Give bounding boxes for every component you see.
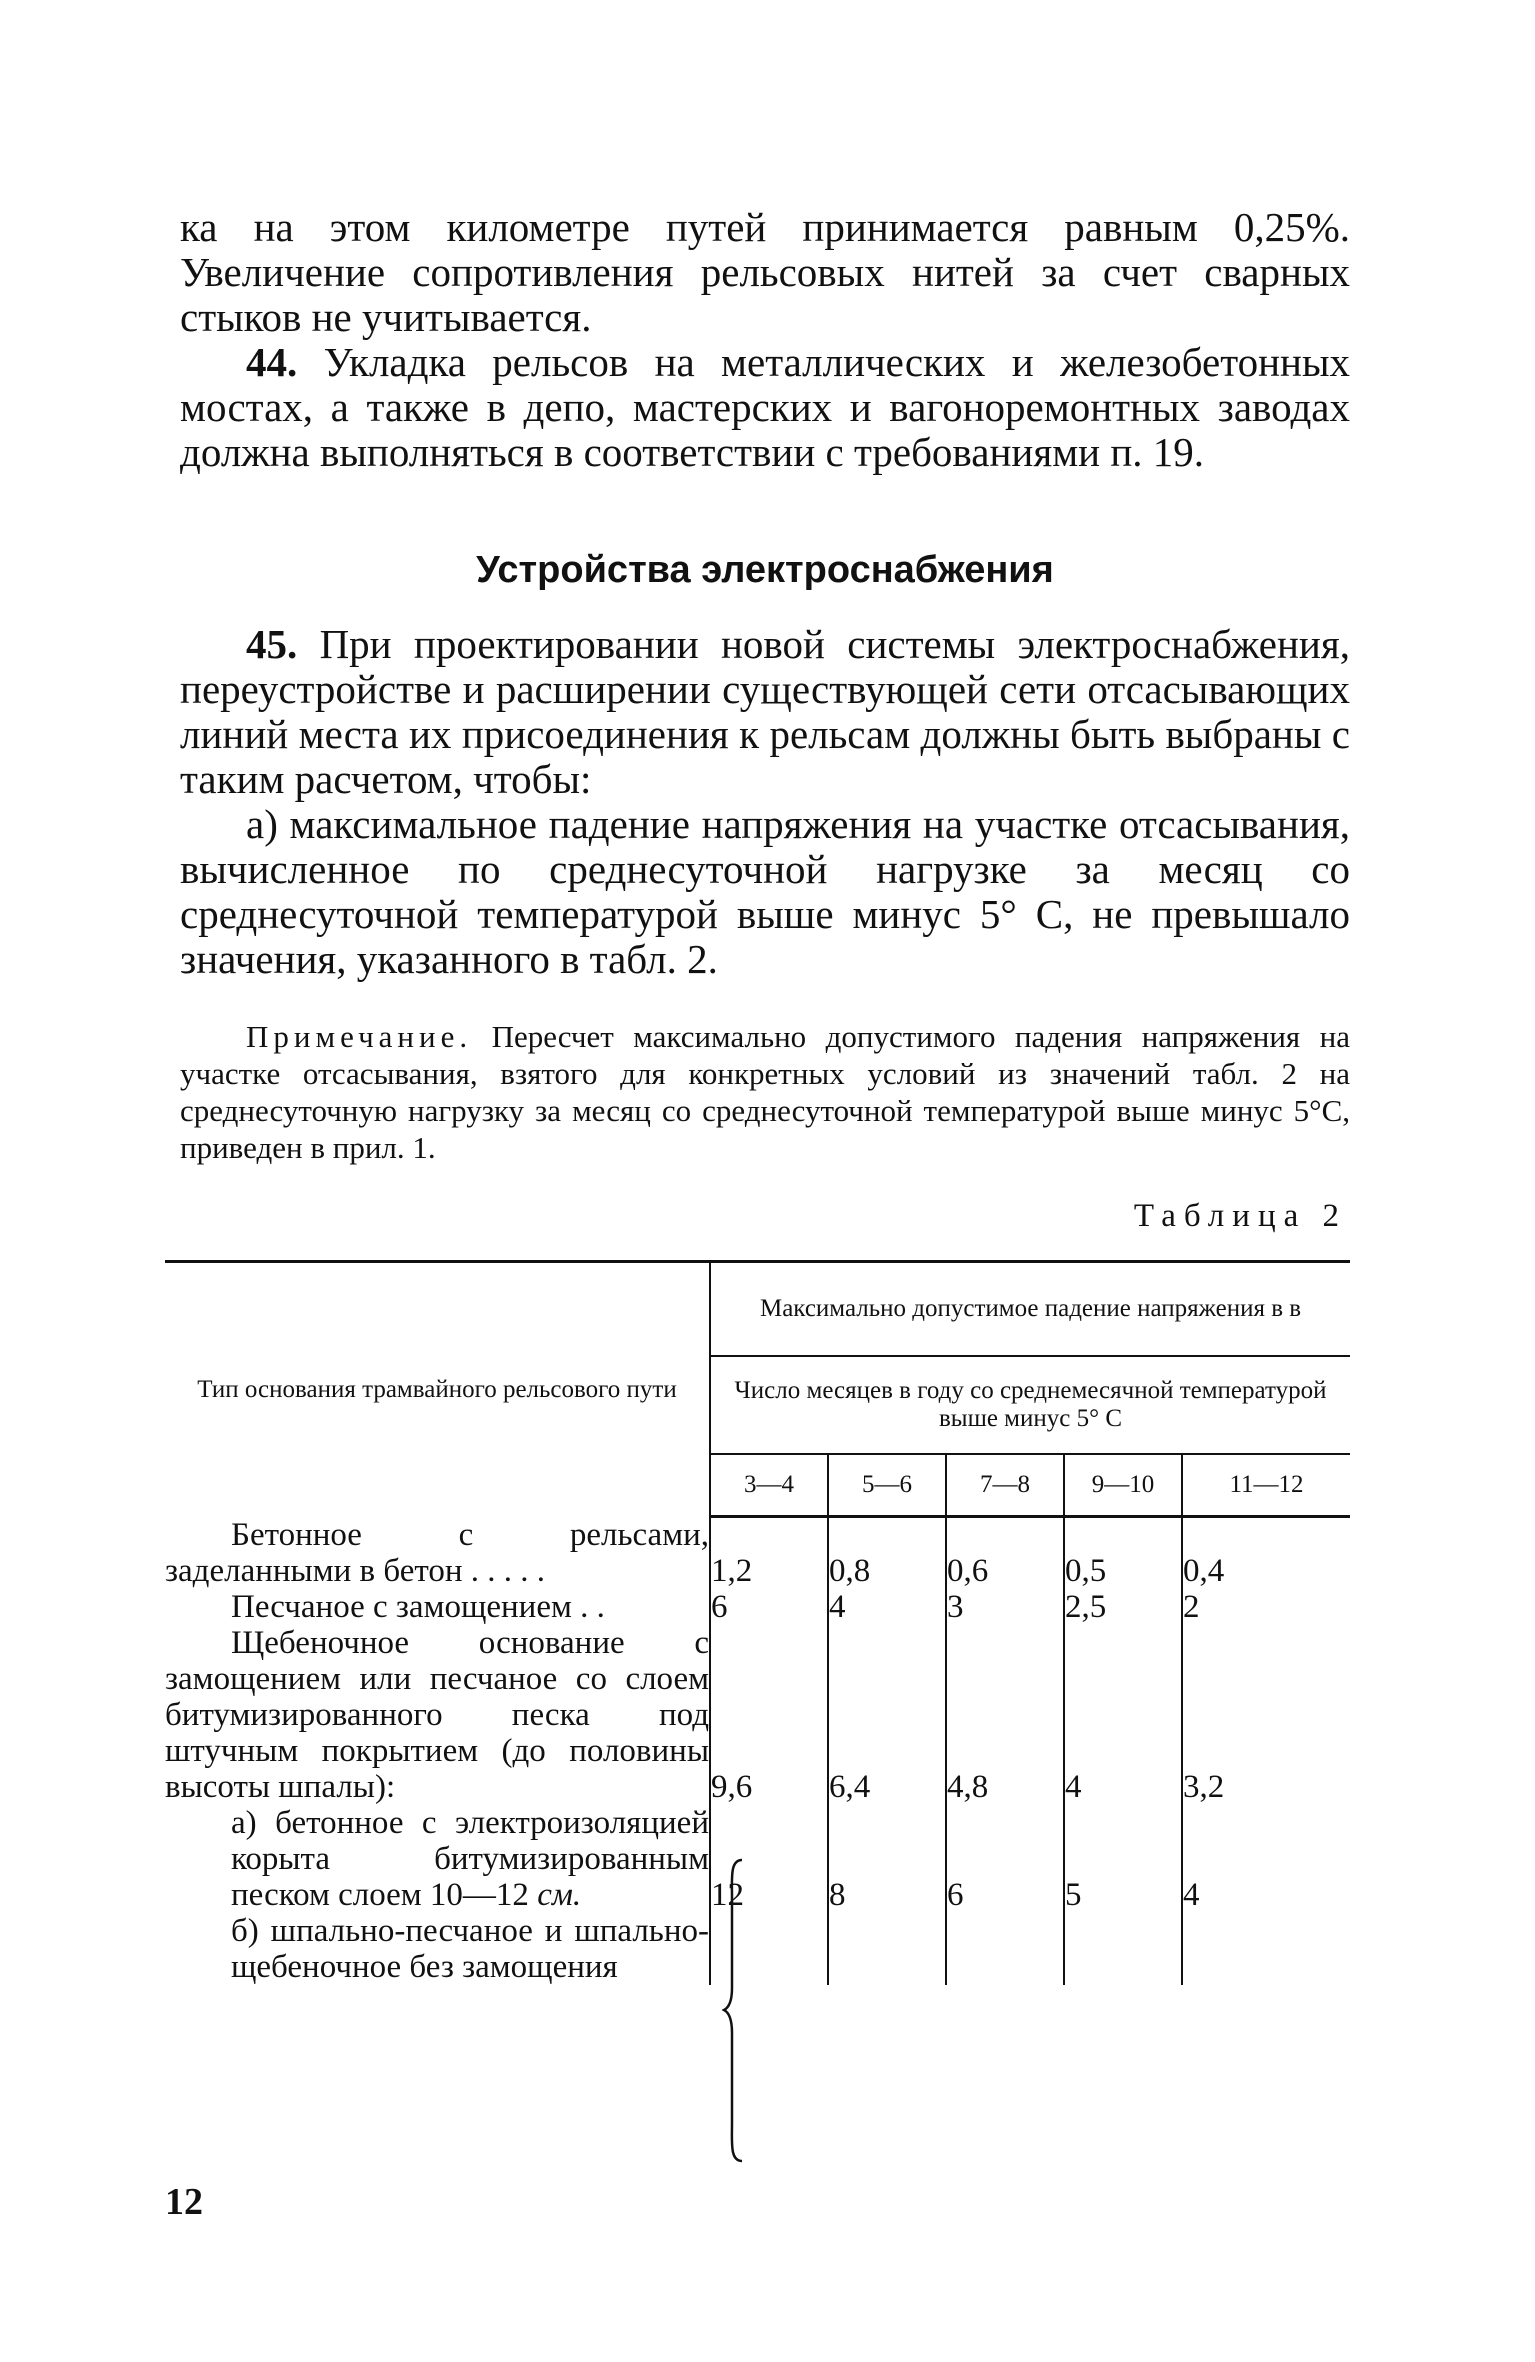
header-month-col: 7—8 bbox=[946, 1454, 1064, 1517]
row-subtype-a-text: а) бетонное с электроизоляцией корыта битумизированным песком слоем 10—12 bbox=[231, 1804, 709, 1913]
voltage-drop-table bbox=[165, 1260, 1350, 1985]
paragraph-number-45: 45. bbox=[246, 621, 298, 667]
header-month-col: 9—10 bbox=[1064, 1454, 1182, 1517]
value-cell: 5 bbox=[1064, 1805, 1182, 1985]
value-cell: 0,4 bbox=[1182, 1517, 1350, 1589]
curly-brace-icon bbox=[722, 1858, 744, 2163]
text-block-top bbox=[180, 205, 1350, 475]
table-container bbox=[165, 1260, 1350, 1985]
paragraph-45-text: При проектировании новой системы электроснабжения, переустройстве и расширении существующей сети отсасывающих линий места их присоединения к рельсам должны быть выбраны с таким расчетом, чтобы: bbox=[180, 621, 1350, 802]
value-cell: 3 bbox=[946, 1589, 1064, 1625]
header-month-col: 5—6 bbox=[828, 1454, 946, 1517]
paragraph-continuation: ка на этом километре путей принимается равным 0,25%. Увеличение сопротивления рельсовых нитей за счет сварных стыков не учитывается. bbox=[180, 204, 1350, 340]
row-type-text: Щебеночное основание с замощением или песчаное со слоем битумизированного песка под штучным покрытием (до половины высоты шпалы): bbox=[165, 1624, 709, 1805]
value-cell: 4 bbox=[1182, 1805, 1350, 1985]
table-row bbox=[165, 1517, 1350, 1589]
value-cell: 12 bbox=[711, 1876, 744, 1913]
value-cell: 6 bbox=[946, 1805, 1064, 1985]
row-subtype-a-unit: см. bbox=[537, 1876, 582, 1913]
paragraph-45 bbox=[180, 622, 1350, 802]
section-heading: Устройства электроснабжения bbox=[476, 549, 1054, 591]
row-type-cell bbox=[165, 1589, 710, 1625]
value-cell: 0,8 bbox=[828, 1517, 946, 1589]
value-cell: 6 bbox=[711, 1588, 728, 1625]
row-type-cell bbox=[165, 1625, 710, 1805]
value-cell: 0,6 bbox=[946, 1517, 1064, 1589]
row-type-cell bbox=[165, 1517, 710, 1589]
value-cell: 9,6 bbox=[711, 1768, 753, 1805]
value-cell: 4 bbox=[1064, 1625, 1182, 1805]
header-type: Тип основания трамвайного рельсового пути bbox=[165, 1262, 710, 1517]
value-cell: 3,2 bbox=[1182, 1625, 1350, 1805]
header-month-col: 3—4 bbox=[710, 1454, 828, 1517]
paragraph-44 bbox=[180, 340, 1350, 475]
header-months-count: Число месяцев в году со среднемесячной температурой выше минус 5° С bbox=[710, 1356, 1350, 1454]
paragraph-45-item-a: а) максимальное падение напряжения на участке отсасывания, вычисленное по среднесуточной нагрузке за месяц со среднесуточной температурой выше минус 5° С, не превышало значения, указанного в табл. 2. bbox=[180, 801, 1350, 982]
table-row bbox=[165, 1625, 1350, 1805]
value-cell: 2 bbox=[1182, 1589, 1350, 1625]
row-type-text: Песчаное с замощением . . bbox=[231, 1588, 605, 1625]
value-cell: 1,2 bbox=[711, 1552, 753, 1589]
note bbox=[180, 1018, 1350, 1166]
page-number: 12 bbox=[165, 2181, 203, 2223]
value-cell: 4,8 bbox=[946, 1625, 1064, 1805]
table-row bbox=[165, 1589, 1350, 1625]
paragraph-number-44: 44. bbox=[246, 339, 298, 385]
value-cell: 8 bbox=[828, 1805, 946, 1985]
value-cell: 2,5 bbox=[1064, 1589, 1182, 1625]
row-subtype-b: б) шпально-песчаное и шпально-щебеночное без замощения bbox=[231, 1912, 709, 1985]
value-cell: 0,5 bbox=[1064, 1517, 1182, 1589]
text-block-45 bbox=[180, 622, 1350, 982]
header-month-col: 11—12 bbox=[1182, 1454, 1350, 1517]
paragraph-44-text: Укладка рельсов на металлических и железобетонных мостах, а также в депо, мастерских и вагоноремонтных заводах должна выполняться в соответствии с требованиями п. 19. bbox=[180, 339, 1350, 475]
value-cell: 4 bbox=[828, 1589, 946, 1625]
table-row bbox=[165, 1805, 1350, 1985]
note-text: Пересчет максимально допустимого падения напряжения на участке отсасывания, взятого для конкретных условий из значений табл. 2 на среднесуточную нагрузку за месяц со среднесуточной температурой выше минус 5°С, приведен в прил. 1. bbox=[180, 1019, 1350, 1165]
header-max-voltage-drop: Максимально допустимое падение напряжения в в bbox=[710, 1262, 1350, 1357]
row-type-cell bbox=[165, 1805, 710, 1985]
row-type-text: Бетонное с рельсами, заделанными в бетон . . . . . bbox=[165, 1516, 709, 1589]
table-title: Таблица 2 bbox=[1133, 1198, 1347, 1234]
value-cell: 6,4 bbox=[828, 1625, 946, 1805]
row-subtype-a bbox=[165, 1805, 709, 1913]
note-label: Примечание. bbox=[246, 1019, 473, 1054]
